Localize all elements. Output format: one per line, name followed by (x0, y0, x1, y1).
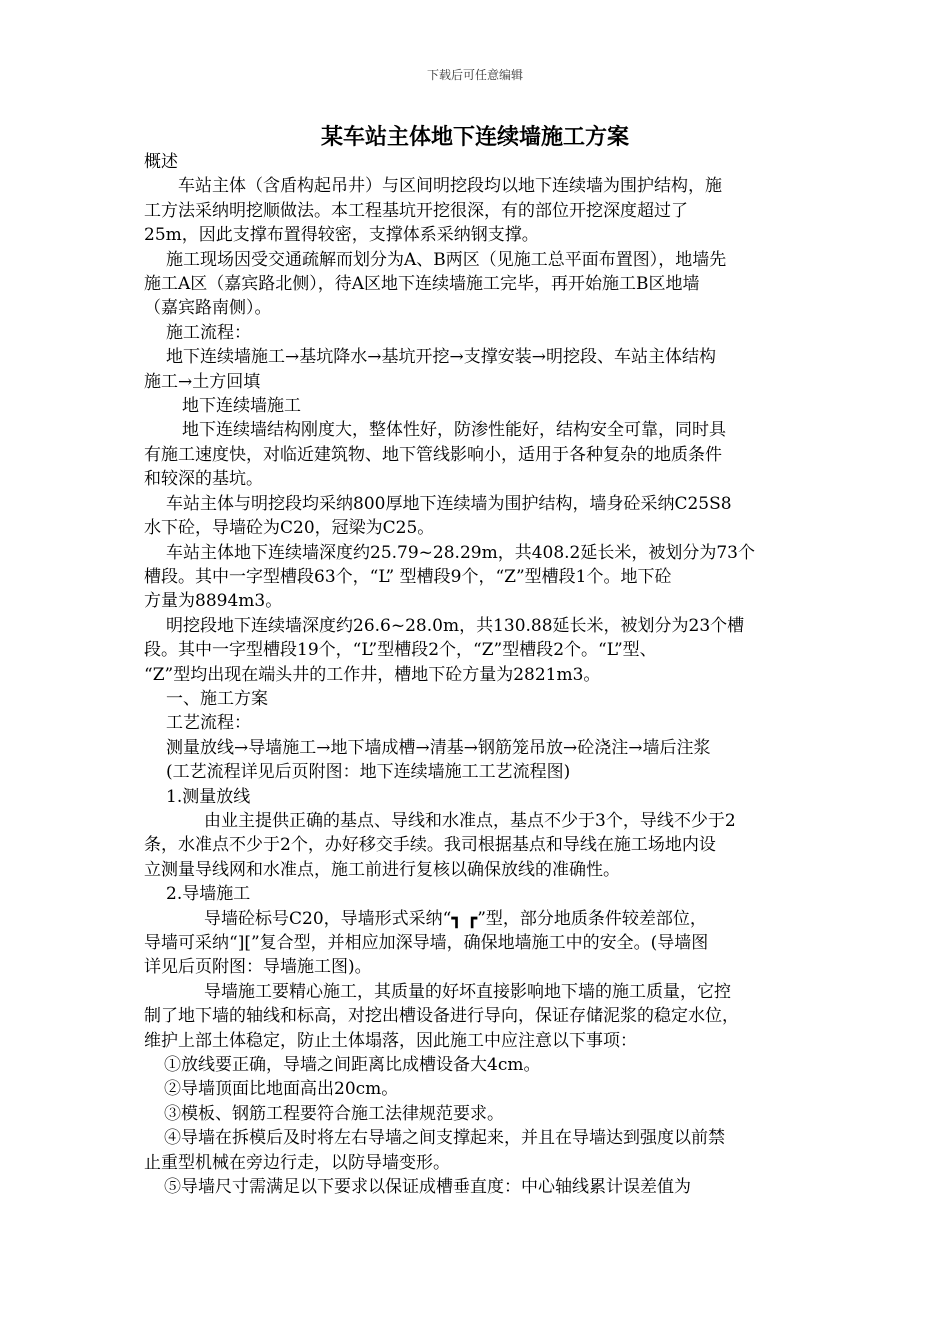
paragraph-line: 止重型机械在旁边行走，以防导墙变形。 (144, 1152, 450, 1173)
paragraph-line: 测量放线→导墙施工→地下墙成槽→清基→钢筋笼吊放→砼浇注→墙后注浆 (166, 737, 711, 758)
paragraph-line: 维护上部土体稳定，防止土体塌落，因此施工中应注意以下事项： (144, 1030, 637, 1051)
paragraph-line: 导墙可采纳“][”复合型，并相应加深导墙，确保地墙施工中的安全。(导墙图 (144, 933, 709, 953)
paragraph-line: 明挖段地下连续墙深度约26.6~28.0m，共130.88延长米，被划分为23个槽 (166, 615, 745, 636)
paragraph-line: 车站主体与明挖段均采纳800厚地下连续墙为围护结构，墙身砼采纳C25S8 (166, 493, 732, 514)
paragraph-line: 25m，因此支撑布置得较密，支撑体系采纳钢支撑。 (144, 225, 539, 246)
section-heading: 地下连续墙施工 (182, 396, 301, 417)
paragraph-line: 车站主体（含盾构起吊井）与区间明挖段均以地下连续墙为围护结构，施 (178, 176, 722, 197)
list-item: ④导墙在拆模后及时将左右导墙之间支撑起来，并且在导墙达到强度以前禁 (164, 1128, 725, 1149)
paragraph-line: 车站主体地下连续墙深度约25.79~28.29m，共408.2延长米，被划分为73个 (166, 542, 755, 563)
paragraph-line: 方量为8894m3。 (144, 591, 283, 612)
paragraph-line: 施工流程： (166, 322, 251, 343)
paragraph-line: “Z”型均出现在端头井的工作井，槽地下砼方量为2821m3。 (144, 664, 601, 685)
paragraph-line: 施工A区（嘉宾路北侧），待A区地下连续墙施工完毕，再开始施工B区地墙 (144, 274, 700, 295)
list-item: ③模板、钢筋工程要符合施工法律规范要求。 (164, 1103, 504, 1124)
paragraph-line: 由业主提供正确的基点、导线和水准点，基点不少于3个，导线不少于2 (204, 810, 736, 831)
section-heading-overview: 概述 (144, 152, 178, 172)
paragraph-line: 段。其中一字型槽段19个，“L”型槽段2个，“Z”型槽段2个。“L”型、 (144, 640, 657, 661)
section-heading: 一、施工方案 (166, 688, 268, 709)
paragraph-line: 施工→土方回填 (144, 371, 261, 392)
paragraph-line: 导墙施工要精心施工，其质量的好坏直接影响地下墙的施工质量，它控 (204, 981, 731, 1002)
section-heading: 2.导墙施工 (166, 884, 251, 905)
list-item: ⑤导墙尺寸需满足以下要求以保证成槽垂直度：中心轴线累计误差值为 (164, 1177, 691, 1198)
paragraph-line: 制了地下墙的轴线和标高，对挖出槽设备进行导向，保证存储泥浆的稳定水位， (144, 1006, 739, 1027)
paragraph-line: 槽段。其中一字型槽段63个，“L” 型槽段9个，“Z”型槽段1个。地下砼 (144, 566, 672, 587)
page-header: 下载后可任意编辑 (426, 68, 523, 82)
paragraph-line: 导墙砼标号C20，导墙形式采纳“┓ ┏”型，部分地质条件较差部位， (204, 908, 707, 929)
paragraph-line: 地下连续墙结构刚度大，整体性好，防渗性能好，结构安全可靠，同时具 (182, 420, 726, 441)
list-item: ①放线要正确，导墙之间距离比成槽设备大4cm。 (164, 1055, 541, 1076)
paragraph-line: 工艺流程： (166, 713, 251, 734)
paragraph-line: （嘉宾路南侧）。 (144, 298, 272, 319)
document-title: 某车站主体地下连续墙施工方案 (320, 125, 629, 150)
paragraph-line: 施工现场因受交通疏解而划分为A、B两区（见施工总平面布置图），地墙先 (166, 249, 727, 270)
paragraph-line: 详见后页附图：导墙施工图)。 (144, 957, 372, 978)
section-heading: 1.测量放线 (166, 786, 251, 807)
paragraph-line: 有施工速度快，对临近建筑物、地下管线影响小，适用于各种复杂的地质条件 (144, 444, 722, 465)
paragraph-line: 地下连续墙施工→基坑降水→基坑开挖→支撑安装→明挖段、车站主体结构 (166, 347, 716, 368)
paragraph-line: 立测量导线网和水准点，施工前进行复核以确保放线的准确性。 (144, 859, 620, 880)
paragraph-line: 和较深的基坑。 (144, 469, 263, 490)
paragraph-line: 条，水准点不少于2个，办好移交手续。我司根据基点和导线在施工场地内设 (144, 835, 716, 856)
paragraph-line: 工方法采纳明挖顺做法。本工程基坑开挖很深，有的部位开挖深度超过了 (144, 200, 688, 221)
paragraph-line: (工艺流程详见后页附图：地下连续墙施工工艺流程图) (166, 762, 571, 783)
paragraph-line: 水下砼，导墙砼为C20，冠梁为C25。 (144, 518, 435, 539)
list-item: ②导墙顶面比地面高出20cm。 (164, 1079, 399, 1100)
document-body (144, 150, 816, 1199)
